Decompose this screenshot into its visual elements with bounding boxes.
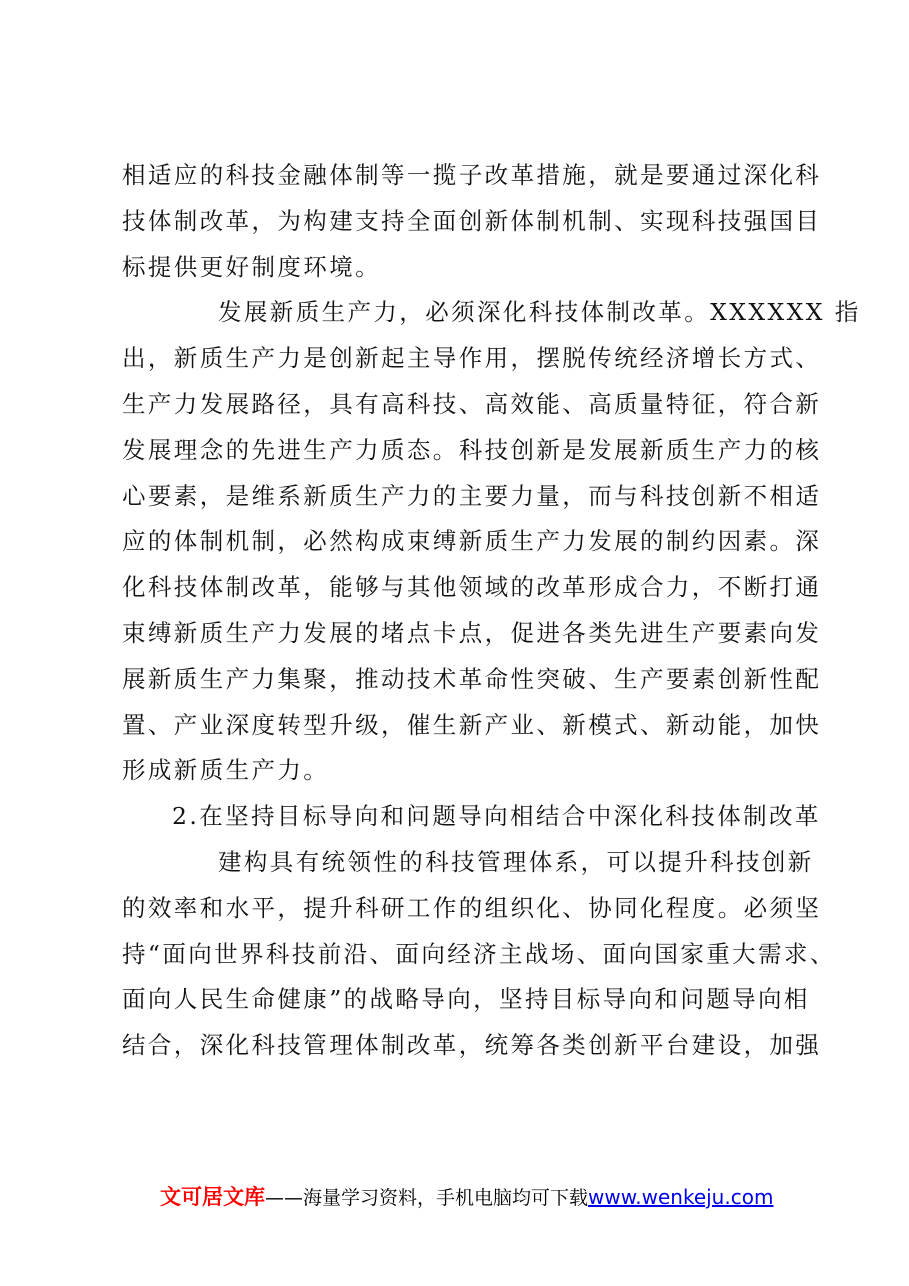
text-line: 心要素，是维系新质生产力的主要力量，而与科技创新不相适 (122, 481, 822, 510)
text-line: 应的体制机制，必然构成束缚新质生产力发展的制约因素。深 (122, 527, 822, 556)
text-line: 的效率和水平，提升科研工作的组织化、协同化程度。必须坚 (122, 893, 822, 922)
text-line: 相适应的科技金融体制等一揽子改革措施，就是要通过深化科 (122, 161, 822, 189)
text-line: 技体制改革，为构建支持全面创新体制机制、实现科技强国目 (122, 206, 822, 235)
text-line: 生产力发展路径，具有高科技、高效能、高质量特征，符合新 (122, 389, 822, 418)
text-line: 发展理念的先进生产力质态。科技创新是发展新质生产力的核 (122, 435, 822, 464)
footer-brand: 文可居文库 (160, 1185, 265, 1209)
paragraph-first-line: 建构具有统领性的科技管理体系，可以提升科技创新 (218, 847, 814, 876)
footer-tagline: 海量学习资料，手机电脑均可下载 (303, 1187, 589, 1209)
text-line: 结合，深化科技管理体制改革，统筹各类创新平台建设，加强 (122, 1031, 822, 1060)
text-line: 化科技体制改革，能够与其他领域的改革形成合力，不断打通 (122, 573, 822, 602)
text-line: 形成新质生产力。 (122, 756, 330, 785)
text-line: 持“面向世界科技前沿、面向经济主战场、面向国家重大需求、 (122, 939, 836, 968)
footer-banner (160, 1181, 773, 1213)
text-line: 面向人民生命健康”的战略导向，坚持目标导向和问题导向相 (122, 985, 810, 1014)
text-line: 出，新质生产力是创新起主导作用，摆脱传统经济增长方式、 (122, 344, 822, 373)
footer-url-link[interactable]: www.wenkeju.com (588, 1185, 774, 1209)
text-line: 束缚新质生产力发展的堵点卡点，促进各类先进生产要素向发 (122, 618, 822, 647)
paragraph-first-line: 发展新质生产力，必须深化科技体制改革。XXXXXX 指 (218, 298, 861, 327)
text-line: 置、产业深度转型升级，催生新产业、新模式、新动能，加快 (122, 710, 822, 739)
document-body (122, 153, 861, 1069)
section-heading: 2.在坚持目标导向和问题导向相结合中深化科技体制改革 (172, 802, 821, 831)
footer-dash: —— (265, 1187, 303, 1209)
text-line: 展新质生产力集聚，推动技术革命性突破、生产要素创新性配 (122, 664, 822, 693)
text-line: 标提供更好制度环境。 (122, 252, 381, 281)
